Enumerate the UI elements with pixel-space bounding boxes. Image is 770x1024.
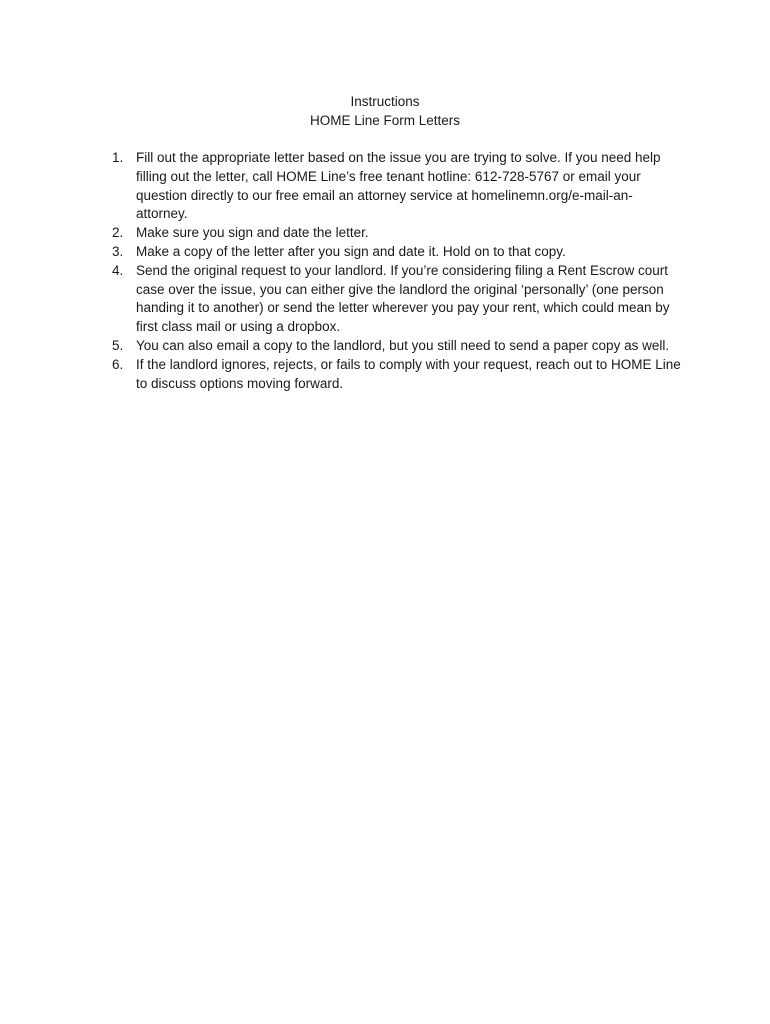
list-item-text: You can also email a copy to the landlord, but you still need to send a paper copy as well.	[136, 337, 670, 353]
list-item	[107, 356, 682, 394]
instructions-list	[107, 149, 682, 393]
list-item	[107, 262, 682, 337]
list-item-text: Fill out the appropriate letter based on the issue you are trying to solve. If you need help filling out the letter, call HOME Line’s free tenant hotline: 612-728-5767 or email your question directly to our free email an attorney service at homelinemn.org/e-mail-an-attorney.	[136, 150, 661, 222]
list-item-text: Make a copy of the letter after you sign and date it. Hold on to that copy.	[136, 243, 566, 259]
list-item-number: 1.	[112, 150, 124, 165]
list-item-number: 6.	[112, 356, 124, 372]
title-block	[0, 92, 770, 130]
document-subtitle: HOME Line Form Letters	[309, 113, 461, 128]
list-item-number: 5.	[112, 337, 124, 353]
list-item	[107, 337, 682, 356]
list-item	[107, 149, 682, 224]
list-item-number: 3.	[112, 243, 124, 259]
list-item-text: Make sure you sign and date the letter.	[136, 225, 369, 241]
list-item	[107, 224, 682, 243]
document-title: Instructions	[350, 94, 420, 109]
list-item-number: 4.	[112, 262, 124, 278]
list-item	[107, 243, 682, 262]
list-item-text: Send the original request to your landlord. If you’re considering filing a Rent Escrow court case over the issue, you can either give the landlord the original ‘personally’ (one person handing it to another) or send the letter wherever you pay your rent, which could mean by first class mail or using a dropbox.	[136, 262, 670, 335]
list-item-number: 2.	[112, 225, 124, 241]
list-item-text: If the landlord ignores, rejects, or fails to comply with your request, reach out to HOME Line to discuss options moving forward.	[136, 356, 681, 391]
